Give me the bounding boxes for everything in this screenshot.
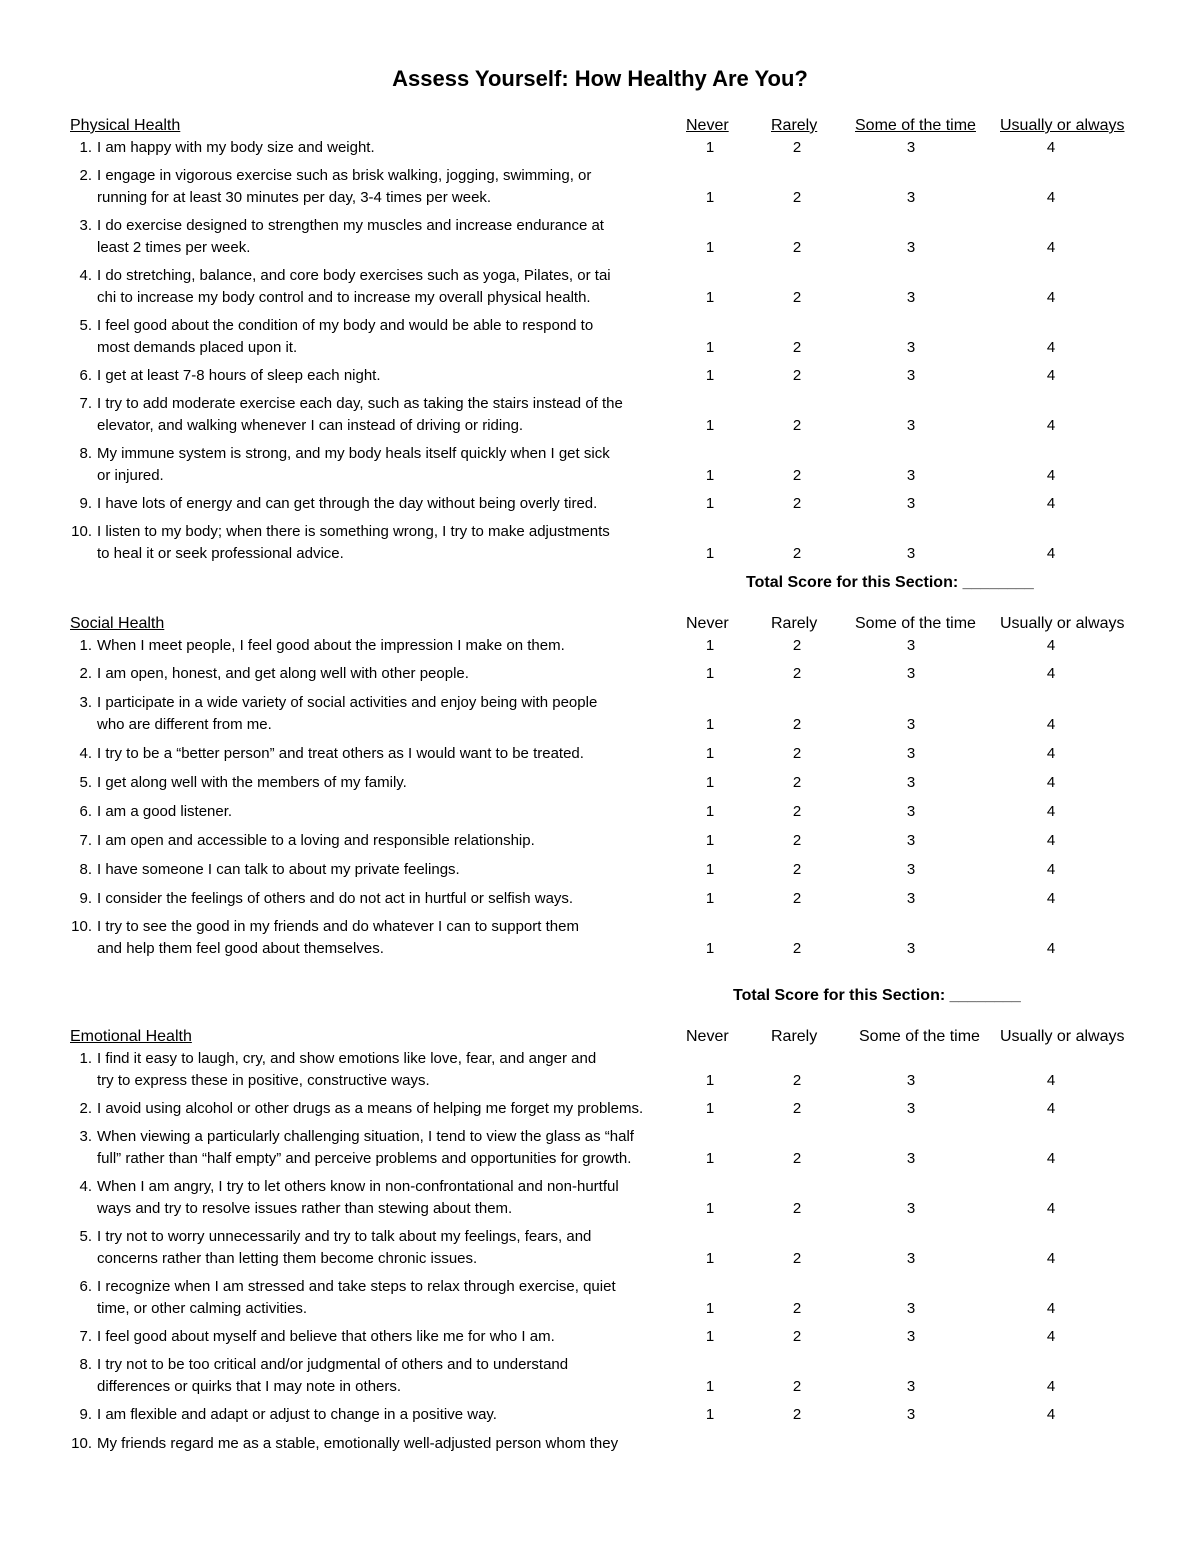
score-option-4[interactable]: 4 bbox=[1046, 940, 1056, 957]
score-option-3[interactable]: 3 bbox=[906, 832, 916, 849]
question-item bbox=[0, 801, 1200, 823]
question-item bbox=[0, 1048, 1200, 1092]
question-number: 7. bbox=[79, 395, 92, 412]
question-number: 7. bbox=[79, 1328, 92, 1345]
score-option-1[interactable]: 1 bbox=[705, 890, 715, 907]
score-option-1[interactable]: 1 bbox=[705, 861, 715, 878]
score-option-4[interactable]: 4 bbox=[1046, 1328, 1056, 1345]
question-text: I try not to be too critical and/or judgmental of others and to understand differences or quirks that I may note in others. bbox=[97, 1356, 569, 1395]
score-option-4[interactable]: 4 bbox=[1046, 1150, 1056, 1167]
score-option-1[interactable]: 1 bbox=[705, 940, 715, 957]
score-option-2[interactable]: 2 bbox=[792, 239, 802, 256]
question-text: I participate in a wide variety of social activities and enjoy being with people who are different from me. bbox=[97, 694, 598, 733]
score-option-4[interactable]: 4 bbox=[1046, 803, 1056, 820]
score-option-2[interactable]: 2 bbox=[792, 637, 802, 654]
question-text: I recognize when I am stressed and take steps to relax through exercise, quiet time, or other calming activities. bbox=[97, 1278, 616, 1317]
score-option-2[interactable]: 2 bbox=[792, 832, 802, 849]
question-text: When I am angry, I try to let others know in non-confrontational and non-hurtful ways and try to resolve issues rather than stewing about them. bbox=[97, 1178, 619, 1217]
score-option-3[interactable]: 3 bbox=[906, 239, 916, 256]
question-number: 10. bbox=[71, 523, 92, 540]
question-text: I find it easy to laugh, cry, and show emotions like love, fear, and anger and try to express these in positive, constructive ways. bbox=[97, 1050, 597, 1089]
question-item bbox=[0, 1276, 1200, 1320]
question-text: I have lots of energy and can get through the day without being overly tired. bbox=[97, 495, 598, 512]
question-text: I get at least 7-8 hours of sleep each night. bbox=[97, 367, 381, 384]
score-option-1[interactable]: 1 bbox=[705, 495, 715, 512]
score-option-3[interactable]: 3 bbox=[906, 861, 916, 878]
question-item bbox=[0, 859, 1200, 881]
social-health-section bbox=[0, 613, 1200, 960]
score-option-4[interactable]: 4 bbox=[1046, 716, 1056, 733]
question-item bbox=[0, 393, 1200, 437]
question-number: 3. bbox=[79, 217, 92, 234]
social-total-score: Total Score for this Section: ________ bbox=[733, 987, 1021, 1004]
question-number: 8. bbox=[79, 445, 92, 462]
column-rarely: Rarely bbox=[771, 615, 818, 632]
question-number: 2. bbox=[79, 167, 92, 184]
score-option-3[interactable]: 3 bbox=[906, 940, 916, 957]
physical-total-score: Total Score for this Section: ________ bbox=[746, 574, 1034, 591]
section-title: Emotional Health bbox=[70, 1028, 192, 1045]
score-option-1[interactable]: 1 bbox=[705, 339, 715, 356]
score-option-2[interactable]: 2 bbox=[792, 1378, 802, 1395]
score-option-3[interactable]: 3 bbox=[906, 495, 916, 512]
score-option-3[interactable]: 3 bbox=[906, 1378, 916, 1395]
question-number: 4. bbox=[79, 745, 92, 762]
question-item bbox=[0, 1226, 1200, 1270]
question-number: 10. bbox=[71, 1435, 92, 1452]
score-option-1[interactable]: 1 bbox=[705, 139, 715, 156]
column-rarely: Rarely bbox=[771, 117, 818, 134]
score-option-1[interactable]: 1 bbox=[705, 189, 715, 206]
question-text: I am a good listener. bbox=[97, 803, 233, 820]
question-item bbox=[0, 1354, 1200, 1398]
question-text: I do stretching, balance, and core body exercises such as yoga, Pilates, or tai chi to increase my body control and to increase my overall physical health. bbox=[97, 267, 611, 306]
question-item bbox=[0, 663, 1200, 685]
question-text: I try to be a “better person” and treat others as I would want to be treated. bbox=[97, 745, 584, 762]
column-never: Never bbox=[686, 615, 729, 632]
score-option-4[interactable]: 4 bbox=[1046, 545, 1056, 562]
score-option-3[interactable]: 3 bbox=[906, 890, 916, 907]
score-option-4[interactable]: 4 bbox=[1046, 745, 1056, 762]
question-number: 1. bbox=[79, 139, 92, 156]
question-item bbox=[0, 888, 1200, 910]
score-option-2[interactable]: 2 bbox=[792, 1072, 802, 1089]
section-title: Social Health bbox=[70, 615, 165, 632]
question-number: 4. bbox=[79, 267, 92, 284]
score-option-2[interactable]: 2 bbox=[792, 467, 802, 484]
column-some-of-the-time: Some of the time bbox=[855, 615, 976, 632]
score-option-1[interactable]: 1 bbox=[705, 745, 715, 762]
question-number: 9. bbox=[79, 495, 92, 512]
question-number: 1. bbox=[79, 1050, 92, 1067]
question-number: 5. bbox=[79, 317, 92, 334]
score-option-4[interactable]: 4 bbox=[1046, 495, 1056, 512]
score-option-3[interactable]: 3 bbox=[906, 545, 916, 562]
score-option-4[interactable]: 4 bbox=[1046, 339, 1056, 356]
score-option-1[interactable]: 1 bbox=[705, 1328, 715, 1345]
score-option-3[interactable]: 3 bbox=[906, 665, 916, 682]
question-text: When viewing a particularly challenging situation, I tend to view the glass as “half full” rather than “half empty” and perceive problems and opportunities for growth. bbox=[97, 1128, 634, 1167]
score-option-2[interactable]: 2 bbox=[792, 339, 802, 356]
question-text: I try not to worry unnecessarily and try to talk about my feelings, fears, and concerns rather than letting them become chronic issues. bbox=[97, 1228, 592, 1267]
item-list bbox=[0, 1048, 1200, 1455]
score-option-3[interactable]: 3 bbox=[906, 339, 916, 356]
score-option-3[interactable]: 3 bbox=[906, 803, 916, 820]
score-option-3[interactable]: 3 bbox=[906, 1200, 916, 1217]
question-item bbox=[0, 692, 1200, 736]
question-item bbox=[0, 315, 1200, 359]
question-text: I feel good about the condition of my body and would be able to respond to most demands placed upon it. bbox=[97, 317, 594, 356]
question-number: 8. bbox=[79, 1356, 92, 1373]
score-option-1[interactable]: 1 bbox=[705, 1100, 715, 1117]
question-text: I avoid using alcohol or other drugs as a means of helping me forget my problems. bbox=[97, 1100, 644, 1117]
question-text: I feel good about myself and believe that others like me for who I am. bbox=[97, 1328, 555, 1345]
score-option-4[interactable]: 4 bbox=[1046, 1378, 1056, 1395]
question-text: I get along well with the members of my family. bbox=[97, 774, 407, 791]
question-number: 6. bbox=[79, 1278, 92, 1295]
score-option-1[interactable]: 1 bbox=[705, 832, 715, 849]
question-number: 9. bbox=[79, 890, 92, 907]
score-option-2[interactable]: 2 bbox=[792, 1200, 802, 1217]
column-never: Never bbox=[686, 1028, 729, 1045]
score-option-2[interactable]: 2 bbox=[792, 417, 802, 434]
score-option-1[interactable]: 1 bbox=[705, 665, 715, 682]
score-option-4[interactable]: 4 bbox=[1046, 832, 1056, 849]
question-text: I try to add moderate exercise each day, such as taking the stairs instead of the elevator, and walking whenever I can instead of driving or riding. bbox=[97, 395, 623, 434]
score-option-4[interactable]: 4 bbox=[1046, 467, 1056, 484]
question-number: 1. bbox=[79, 637, 92, 654]
question-number: 2. bbox=[79, 1100, 92, 1117]
score-option-2[interactable]: 2 bbox=[792, 890, 802, 907]
score-option-1[interactable]: 1 bbox=[705, 774, 715, 791]
score-option-4[interactable]: 4 bbox=[1046, 1100, 1056, 1117]
score-option-2[interactable]: 2 bbox=[792, 1406, 802, 1423]
score-option-1[interactable]: 1 bbox=[705, 239, 715, 256]
score-option-4[interactable]: 4 bbox=[1046, 1300, 1056, 1317]
question-text: I do exercise designed to strengthen my muscles and increase endurance at least 2 times per week. bbox=[97, 217, 604, 256]
question-item bbox=[0, 165, 1200, 209]
score-option-1[interactable]: 1 bbox=[705, 1200, 715, 1217]
score-option-1[interactable]: 1 bbox=[705, 1250, 715, 1267]
score-option-3[interactable]: 3 bbox=[906, 774, 916, 791]
page-title: Assess Yourself: How Healthy Are You? bbox=[392, 66, 808, 91]
score-option-2[interactable]: 2 bbox=[792, 1328, 802, 1345]
score-option-2[interactable]: 2 bbox=[792, 716, 802, 733]
question-number: 7. bbox=[79, 832, 92, 849]
column-usually-or-always: Usually or always bbox=[1000, 1028, 1125, 1045]
score-option-1[interactable]: 1 bbox=[705, 367, 715, 384]
score-option-2[interactable]: 2 bbox=[792, 495, 802, 512]
question-text: I am happy with my body size and weight. bbox=[97, 139, 375, 156]
question-text: I engage in vigorous exercise such as brisk walking, jogging, swimming, or running for at least 30 minutes per day, 3-4 times per week. bbox=[97, 167, 592, 206]
score-option-3[interactable]: 3 bbox=[906, 1150, 916, 1167]
score-option-4[interactable]: 4 bbox=[1046, 139, 1056, 156]
item-list bbox=[0, 635, 1200, 960]
question-number: 9. bbox=[79, 1406, 92, 1423]
question-item bbox=[0, 1126, 1200, 1170]
question-item bbox=[0, 772, 1200, 794]
score-option-1[interactable]: 1 bbox=[705, 289, 715, 306]
question-item bbox=[0, 1098, 1200, 1120]
question-number: 6. bbox=[79, 803, 92, 820]
score-option-3[interactable]: 3 bbox=[906, 367, 916, 384]
question-number: 3. bbox=[79, 1128, 92, 1145]
question-text: I am open and accessible to a loving and responsible relationship. bbox=[97, 832, 535, 849]
section-header bbox=[0, 613, 1200, 635]
column-rarely: Rarely bbox=[771, 1028, 818, 1045]
score-option-3[interactable]: 3 bbox=[906, 467, 916, 484]
column-usually-or-always: Usually or always bbox=[1000, 117, 1125, 134]
question-number: 8. bbox=[79, 861, 92, 878]
score-option-1[interactable]: 1 bbox=[705, 545, 715, 562]
question-text: My immune system is strong, and my body heals itself quickly when I get sick or injured. bbox=[97, 445, 610, 484]
score-option-1[interactable]: 1 bbox=[705, 1072, 715, 1089]
item-list bbox=[0, 137, 1200, 565]
question-item bbox=[0, 493, 1200, 515]
section-title: Physical Health bbox=[70, 117, 181, 134]
score-option-4[interactable]: 4 bbox=[1046, 289, 1056, 306]
score-option-1[interactable]: 1 bbox=[705, 1406, 715, 1423]
score-option-1[interactable]: 1 bbox=[705, 417, 715, 434]
score-option-3[interactable]: 3 bbox=[906, 1072, 916, 1089]
question-text: I listen to my body; when there is something wrong, I try to make adjustments to heal it or seek professional advice. bbox=[97, 523, 610, 562]
question-text: I have someone I can talk to about my private feelings. bbox=[97, 861, 460, 878]
question-number: 5. bbox=[79, 774, 92, 791]
score-option-1[interactable]: 1 bbox=[705, 803, 715, 820]
score-option-1[interactable]: 1 bbox=[705, 637, 715, 654]
score-option-3[interactable]: 3 bbox=[906, 1328, 916, 1345]
physical-health-section bbox=[0, 115, 1200, 565]
question-text: I consider the feelings of others and do not act in hurtful or selfish ways. bbox=[97, 890, 574, 907]
score-option-3[interactable]: 3 bbox=[906, 1300, 916, 1317]
score-option-2[interactable]: 2 bbox=[792, 367, 802, 384]
question-text: I try to see the good in my friends and do whatever I can to support them and help them feel good about themselves. bbox=[97, 918, 579, 957]
question-item bbox=[0, 635, 1200, 657]
question-text: I am open, honest, and get along well with other people. bbox=[97, 665, 469, 682]
question-item bbox=[0, 916, 1200, 960]
question-number: 2. bbox=[79, 665, 92, 682]
question-text: I am flexible and adapt or adjust to change in a positive way. bbox=[97, 1406, 497, 1423]
column-usually-or-always: Usually or always bbox=[1000, 615, 1125, 632]
question-number: 6. bbox=[79, 367, 92, 384]
score-option-4[interactable]: 4 bbox=[1046, 637, 1056, 654]
score-option-3[interactable]: 3 bbox=[906, 637, 916, 654]
score-option-4[interactable]: 4 bbox=[1046, 1200, 1056, 1217]
score-option-2[interactable]: 2 bbox=[792, 803, 802, 820]
score-option-3[interactable]: 3 bbox=[906, 189, 916, 206]
score-option-3[interactable]: 3 bbox=[906, 1100, 916, 1117]
question-item bbox=[0, 1326, 1200, 1348]
score-option-4[interactable]: 4 bbox=[1046, 1406, 1056, 1423]
score-option-2[interactable]: 2 bbox=[792, 139, 802, 156]
score-option-4[interactable]: 4 bbox=[1046, 239, 1056, 256]
score-option-4[interactable]: 4 bbox=[1046, 774, 1056, 791]
question-number: 10. bbox=[71, 918, 92, 935]
score-option-2[interactable]: 2 bbox=[792, 745, 802, 762]
question-item bbox=[0, 215, 1200, 259]
score-option-2[interactable]: 2 bbox=[792, 189, 802, 206]
score-option-1[interactable]: 1 bbox=[705, 1300, 715, 1317]
score-option-4[interactable]: 4 bbox=[1046, 890, 1056, 907]
score-option-4[interactable]: 4 bbox=[1046, 861, 1056, 878]
column-some-of-the-time: Some of the time bbox=[855, 117, 976, 134]
score-option-1[interactable]: 1 bbox=[705, 716, 715, 733]
question-item bbox=[0, 365, 1200, 387]
score-option-3[interactable]: 3 bbox=[906, 716, 916, 733]
question-item bbox=[0, 443, 1200, 487]
question-number: 3. bbox=[79, 694, 92, 711]
question-item bbox=[0, 265, 1200, 309]
score-option-2[interactable]: 2 bbox=[792, 1250, 802, 1267]
score-option-2[interactable]: 2 bbox=[792, 1100, 802, 1117]
score-option-2[interactable]: 2 bbox=[792, 940, 802, 957]
question-item bbox=[0, 743, 1200, 765]
score-option-4[interactable]: 4 bbox=[1046, 665, 1056, 682]
question-item bbox=[0, 521, 1200, 565]
score-option-1[interactable]: 1 bbox=[705, 1378, 715, 1395]
score-option-3[interactable]: 3 bbox=[906, 139, 916, 156]
score-option-3[interactable]: 3 bbox=[906, 1406, 916, 1423]
score-option-3[interactable]: 3 bbox=[906, 289, 916, 306]
score-option-3[interactable]: 3 bbox=[906, 1250, 916, 1267]
question-number: 4. bbox=[79, 1178, 92, 1195]
score-option-4[interactable]: 4 bbox=[1046, 367, 1056, 384]
score-option-2[interactable]: 2 bbox=[792, 289, 802, 306]
score-option-1[interactable]: 1 bbox=[705, 1150, 715, 1167]
score-option-4[interactable]: 4 bbox=[1046, 189, 1056, 206]
score-option-4[interactable]: 4 bbox=[1046, 417, 1056, 434]
score-option-2[interactable]: 2 bbox=[792, 545, 802, 562]
question-number: 5. bbox=[79, 1228, 92, 1245]
score-option-4[interactable]: 4 bbox=[1046, 1072, 1056, 1089]
score-option-2[interactable]: 2 bbox=[792, 774, 802, 791]
score-option-2[interactable]: 2 bbox=[792, 665, 802, 682]
score-option-2[interactable]: 2 bbox=[792, 861, 802, 878]
question-item bbox=[0, 1433, 1200, 1455]
section-header bbox=[0, 115, 1200, 137]
question-item bbox=[0, 1176, 1200, 1220]
question-item bbox=[0, 137, 1200, 159]
question-text: When I meet people, I feel good about the impression I make on them. bbox=[97, 637, 565, 654]
score-option-2[interactable]: 2 bbox=[792, 1150, 802, 1167]
score-option-3[interactable]: 3 bbox=[906, 417, 916, 434]
score-option-4[interactable]: 4 bbox=[1046, 1250, 1056, 1267]
question-item bbox=[0, 830, 1200, 852]
question-item bbox=[0, 1404, 1200, 1426]
column-some-of-the-time: Some of the time bbox=[859, 1028, 980, 1045]
score-option-2[interactable]: 2 bbox=[792, 1300, 802, 1317]
column-never: Never bbox=[686, 117, 729, 134]
emotional-health-section bbox=[0, 1026, 1200, 1455]
score-option-1[interactable]: 1 bbox=[705, 467, 715, 484]
score-option-3[interactable]: 3 bbox=[906, 745, 916, 762]
question-text: My friends regard me as a stable, emotionally well-adjusted person whom they bbox=[97, 1435, 619, 1452]
section-header bbox=[0, 1026, 1200, 1048]
